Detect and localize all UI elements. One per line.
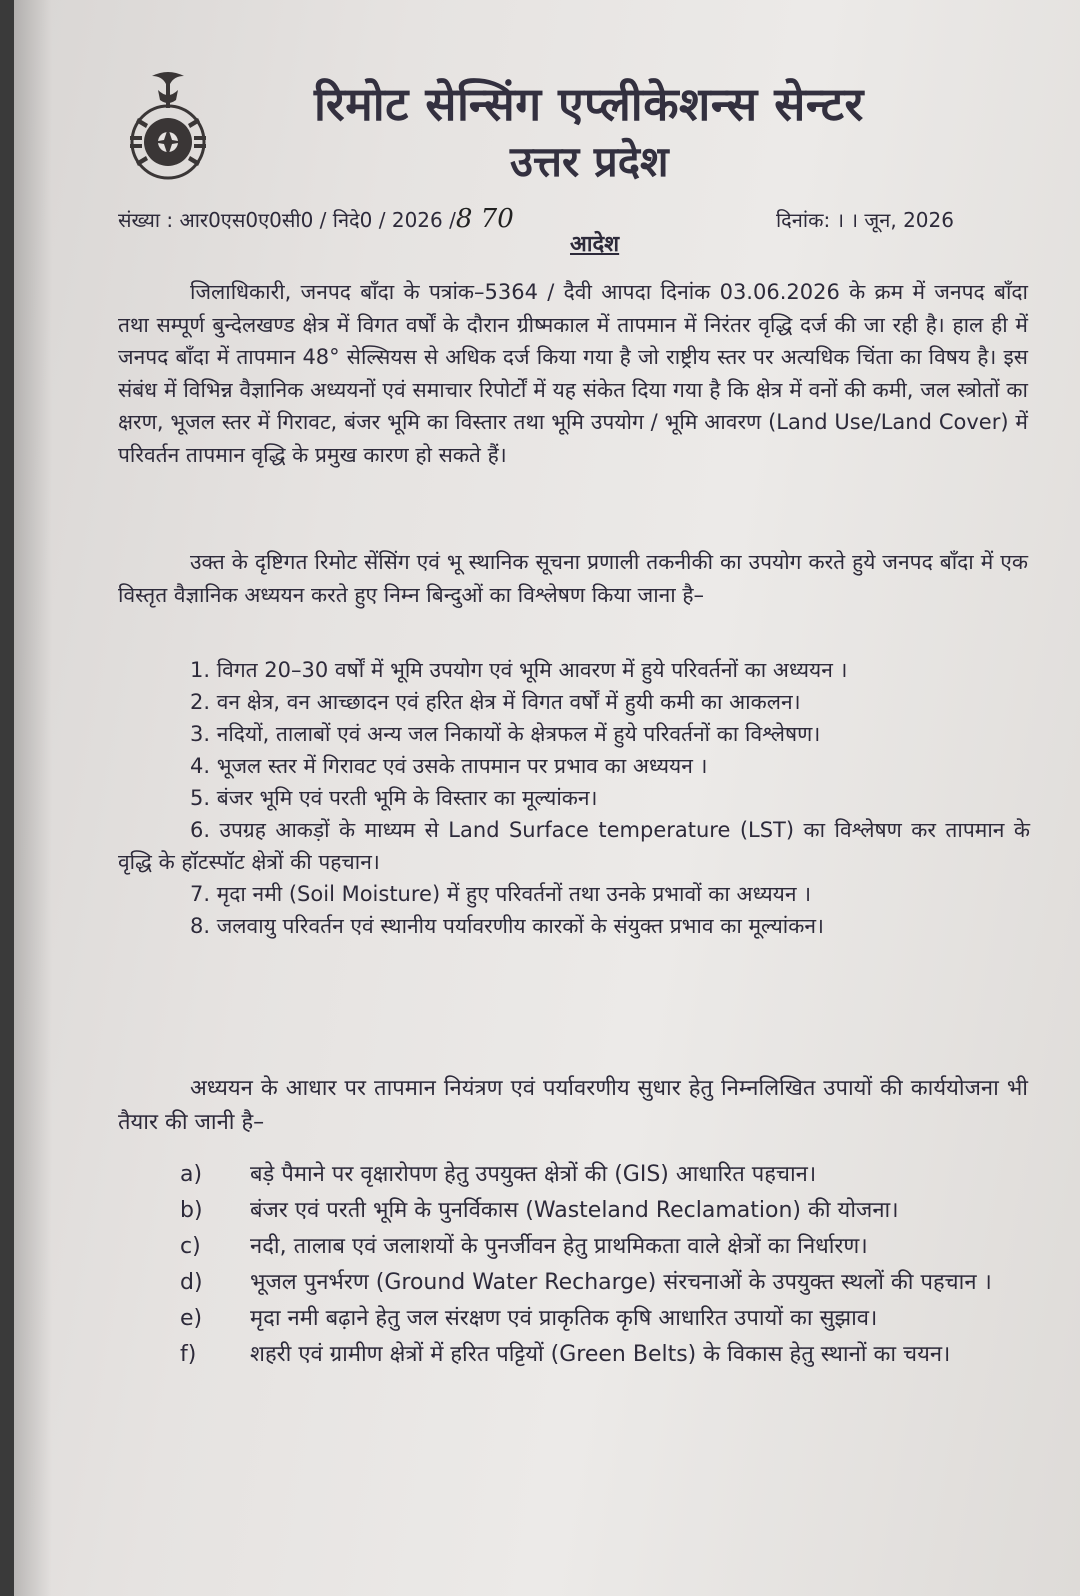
handwritten-reference: 8 70 bbox=[455, 204, 514, 234]
emblem-logo-icon bbox=[122, 70, 214, 182]
action-item bbox=[150, 1302, 1062, 1336]
action-item-text: नदी, तालाब एवं जलाशयों के पुनर्जीवन हेतु प्राथमिकता वाले क्षेत्रों का निर्धारण। bbox=[250, 1234, 868, 1259]
action-item-text: बड़े पैमाने पर वृक्षारोपण हेतु उपयुक्त क्षेत्रों की (GIS) आधारित पहचान। bbox=[250, 1162, 817, 1187]
action-item-marker: a) bbox=[180, 1162, 203, 1187]
action-item bbox=[150, 1266, 1062, 1300]
action-item bbox=[150, 1338, 1062, 1372]
analysis-points-list bbox=[118, 654, 1030, 942]
action-item-text: शहरी एवं ग्रामीण क्षेत्रों में हरित पट्टियों (Green Belts) के विकास हेतु स्थानों का चयन। bbox=[250, 1342, 951, 1367]
action-item-marker: e) bbox=[180, 1306, 203, 1331]
analysis-point: 3. नदियों, तालाबों एवं अन्य जल निकायों के क्षेत्रफल में हुये परिवर्तनों का विश्लेषण। bbox=[190, 722, 821, 746]
analysis-point: 1. विगत 20–30 वर्षों में भूमि उपयोग एवं भूमि आवरण में हुये परिवर्तनों का अध्ययन । bbox=[190, 658, 848, 682]
organization-title: रिमोट सेन्सिंग एप्लीकेशन्स सेन्टर bbox=[314, 77, 864, 131]
reference-number bbox=[118, 204, 514, 234]
action-item-text: भूजल पुनर्भरण (Ground Water Recharge) संरचनाओं के उपयुक्त स्थलों की पहचान । bbox=[250, 1270, 992, 1295]
document-page bbox=[14, 0, 1080, 1596]
analysis-point: 4. भूजल स्तर में गिरावट एवं उसके तापमान पर प्रभाव का अध्ययन । bbox=[190, 754, 708, 778]
action-item-marker: f) bbox=[180, 1342, 197, 1367]
action-item bbox=[150, 1158, 1062, 1192]
action-items-list bbox=[150, 1158, 1062, 1374]
body-paragraph-2: उक्त के दृष्टिगत रिमोट सेंसिंग एवं भू स्थानिक सूचना प्रणाली तकनीकी का उपयोग करते हुये जनपद बाँदा में एक विस्तृत वैज्ञानिक अध्ययन करते हुए निम्न बिन्दुओं का विश्लेषण किया जाना है– bbox=[118, 550, 1028, 607]
body-paragraph-1: जिलाधिकारी, जनपद बाँदा के पत्रांक–5364 / दैवी आपदा दिनांक 03.06.2026 के क्रम में जनपद बाँदा तथा सम्पूर्ण बुन्देलखण्ड क्षेत्र में विगत वर्षों के दौरान ग्रीष्मकाल में तापमान में निरंतर वृद्धि दर्ज की जा रही है। हाल ही में जनपद बाँदा में तापमान 48° सेल्सियस से अधिक दर्ज किया गया है जो राष्ट्रीय स्तर पर अत्यधिक चिंता का विषय है। इस संबंध में विभिन्न वैज्ञानिक अध्ययनों एवं समाचार रिपोर्टों में यह संकेत दिया गया है कि क्षेत्र में वनों की कमी, जल स्त्रोतों का क्षरण, भूजल स्तर में गिरावट, बंजर भूमि का विस्तार तथा भूमि उपयोग / भूमि आवरण (Land Use/Land Cover) में परिवर्तन तापमान वृद्धि के प्रमुख कारण हो सकते हैं। bbox=[118, 280, 1028, 467]
organization-subtitle: उत्तर प्रदेश bbox=[510, 137, 669, 186]
analysis-point: 7. मृदा नमी (Soil Moisture) में हुए परिवर्तनों तथा उनके प्रभावों का अध्ययन । bbox=[190, 882, 812, 906]
action-item-marker: d) bbox=[180, 1270, 203, 1295]
analysis-point: 5. बंजर भूमि एवं परती भूमि के विस्तार का मूल्यांकन। bbox=[190, 786, 598, 810]
action-item-text: मृदा नमी बढ़ाने हेतु जल संरक्षण एवं प्राकृतिक कृषि आधारित उपायों का सुझाव। bbox=[250, 1306, 878, 1331]
analysis-point: 8. जलवायु परिवर्तन एवं स्थानीय पर्यावरणीय कारकों के संयुक्त प्रभाव का मूल्यांकन। bbox=[190, 914, 824, 938]
analysis-point: 6. उपग्रह आकड़ों के माध्यम से Land Surface temperature (LST) का विश्लेषण कर तापमान के वृद्धि के हॉटस्पॉट क्षेत्रों की पहचान। bbox=[118, 818, 1030, 874]
action-item-marker: b) bbox=[180, 1198, 203, 1223]
action-item-marker: c) bbox=[180, 1234, 201, 1259]
reference-number-text: संख्या : आर0एस0ए0सी0 / निदे0 / 2026 / bbox=[118, 208, 456, 232]
analysis-point: 2. वन क्षेत्र, वन आच्छादन एवं हरित क्षेत्र में विगत वर्षों में हुयी कमी का आकलन। bbox=[190, 690, 801, 714]
action-item-text: बंजर एवं परती भूमि के पुनर्विकास (Wasteland Reclamation) की योजना। bbox=[250, 1198, 899, 1223]
order-heading: आदेश bbox=[570, 232, 620, 257]
action-item bbox=[150, 1194, 1062, 1228]
document-date: दिनांक: । । जून, 2026 bbox=[776, 208, 954, 232]
action-plan-intro: अध्ययन के आधार पर तापमान नियंत्रण एवं पर्यावरणीय सुधार हेतु निम्नलिखित उपायों की कार्ययोजना भी तैयार की जानी है– bbox=[118, 1076, 1028, 1135]
action-item bbox=[150, 1230, 1062, 1264]
